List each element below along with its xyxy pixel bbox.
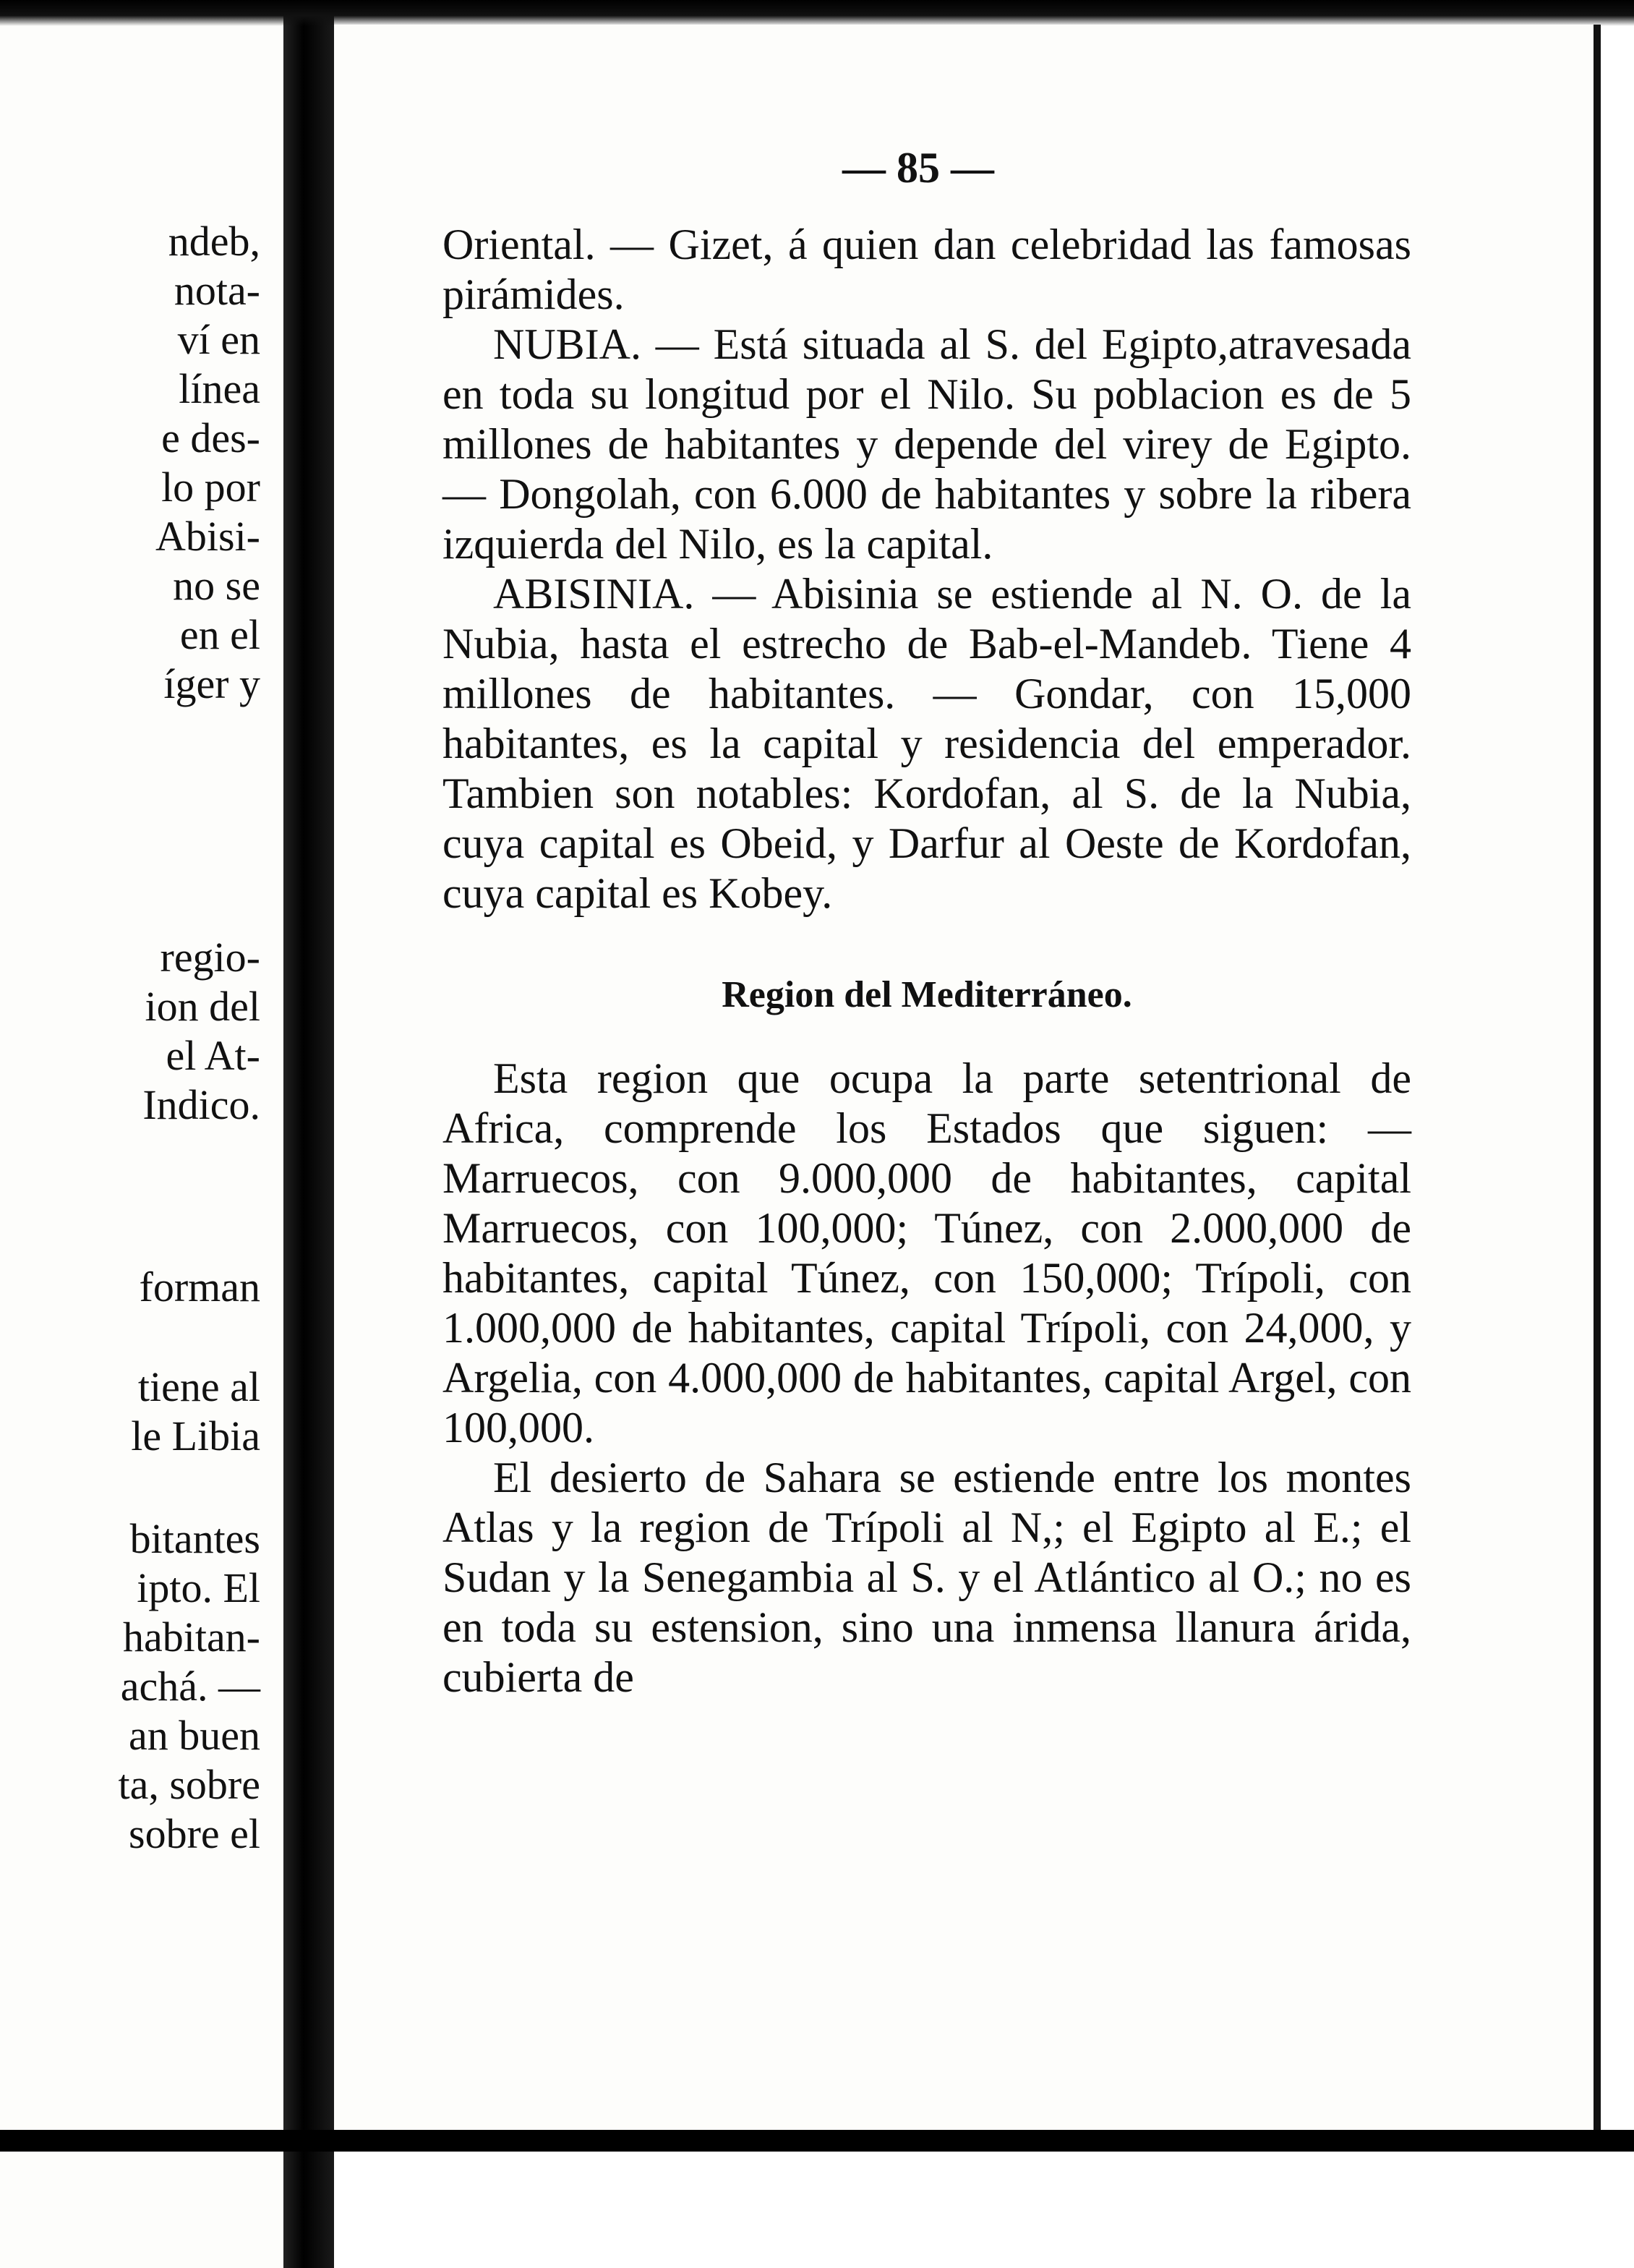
left-line: bitantes: [129, 1515, 260, 1562]
left-line: forman: [139, 1263, 260, 1310]
page-number: — 85 —: [842, 144, 994, 192]
left-line: habitan-: [122, 1613, 260, 1660]
section-heading: Region del Mediterráneo.: [722, 974, 1132, 1015]
left-line: regio-: [160, 934, 260, 981]
left-line: achá. —: [120, 1663, 260, 1710]
left-line: en el: [179, 611, 260, 658]
left-line: le Libia: [131, 1412, 260, 1459]
book-gutter: [283, 0, 334, 2268]
left-line: no se: [173, 562, 260, 609]
left-line: e des-: [161, 414, 260, 461]
left-line: ta, sobre: [118, 1761, 260, 1808]
scan-top-edge: [0, 0, 1634, 26]
paragraph-abisinia: ABISINIA. — Abisinia se estiende al N. O. de la Nubia, hasta el estrecho de Bab-el-Mandeb. Tiene 4 millones de habitantes. — Gondar, con 15,000 habitantes, es la capital y residencia del emperador. Tambien son notables: Kordofan, al S. de la Nubia, cuya capital es Obeid, y Darfur al Oeste de Kordofan, cuya capital es Kobey.: [442, 570, 1411, 917]
left-line: ndeb,: [168, 218, 260, 265]
left-page-fragment: [0, 0, 283, 2268]
left-line: ví en: [177, 316, 260, 363]
page-body: [442, 220, 1411, 1702]
paragraph-mediterraneo: Esta region que ocupa la parte setentrional de Africa, comprende los Estados que siguen: — Marruecos, con 9.000,000 de habitantes, capital Marruecos, con 100,000; Túnez, con 2.000,000 de habitantes, capital Túnez, con 150,000; Trípoli, con 1.000,000 de habitantes, capital Trípoli, con 24,000, y Argelia, con 4.000,000 de habitantes, capital Argel, con 100,000.: [442, 1054, 1411, 1451]
left-line: lo por: [161, 464, 260, 511]
left-line: Indico.: [142, 1081, 260, 1128]
paragraph-nubia: NUBIA. — Está situada al S. del Egipto,atravesada en toda su longitud por el Nilo. Su poblacion es de 5 millones de habitantes y depende del virey de Egipto. — Dongolah, con 6.000 de habitantes y sobre la ribera izquierda del Nilo, es la capital.: [442, 320, 1411, 568]
left-line: tiene al: [137, 1363, 260, 1410]
left-line: ion del: [145, 983, 260, 1030]
paragraph-oriental: Oriental. — Gizet, á quien dan celebridad las famosas pirámides.: [442, 221, 1411, 318]
left-line: línea: [179, 365, 260, 412]
left-line: ipto. El: [137, 1564, 260, 1611]
left-line: nota-: [174, 267, 260, 314]
paragraph-sahara: El desierto de Sahara se estiende entre los montes Atlas y la region de Trípoli al N,; el Egipto al E.; el Sudan y la Senegambia al S. y el Atlántico al O.; no es en toda su estension, sino una inmensa llanura árida, cubierta de: [442, 1454, 1411, 1701]
left-line: an buen: [129, 1712, 260, 1759]
left-line: el At-: [166, 1032, 260, 1079]
left-line: sobre el: [129, 1810, 260, 1857]
left-line: íger y: [163, 660, 260, 707]
left-line: Abisi-: [155, 513, 260, 560]
scan-bottom-edge: [0, 2130, 1634, 2152]
